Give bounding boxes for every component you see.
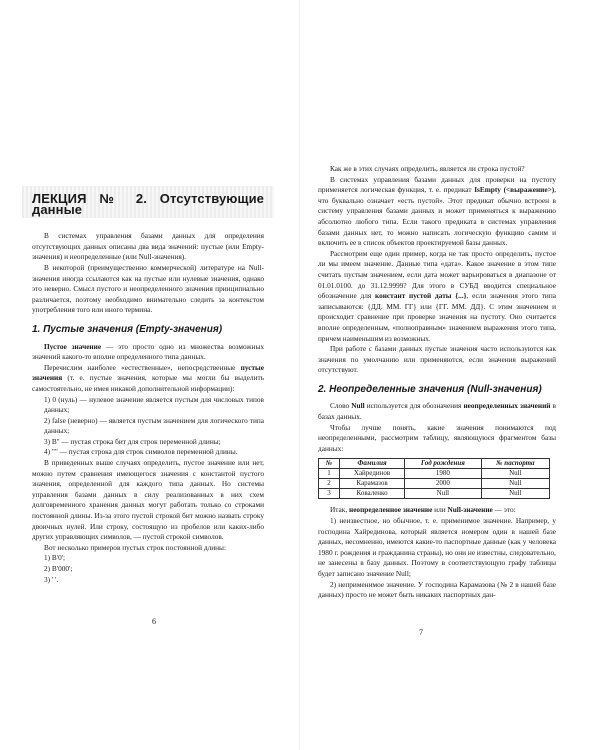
null-text-a: Слово bbox=[330, 401, 352, 411]
table-cell: Null bbox=[481, 469, 549, 479]
example-item: 1) B'0'; bbox=[44, 553, 66, 563]
table-cell: 1980 bbox=[405, 469, 482, 479]
table-cell: 3 bbox=[319, 489, 340, 499]
table-cell: Null bbox=[405, 489, 482, 499]
table-cell: Null bbox=[481, 489, 549, 499]
null-text-c: используется для обозначения bbox=[364, 401, 464, 411]
date-text-c: , если значения этого типа записываются: {ДД. ММ. ГГ} или {ГГ. ММ. ДД}. С этим значением и происходит сравнение при проверке значения на пустоту. Оно считается вполне определенным, «полноправным» значением выражения этого типа, причем наименьшим из возможных. bbox=[318, 291, 556, 343]
definition-text: — это просто одно из множества возможных значений какого-то вполне определенного типа данных. bbox=[32, 341, 264, 362]
isempty-predicate: IsEmpty (<выражение>) bbox=[474, 185, 555, 195]
enum-term: пустые значения bbox=[32, 362, 264, 383]
cases-paragraph: В приведенных выше случаях определить, пустое значение или нет, можно путем сравнения имеющегося значения с константой пустого значения, определенной для каждого типа данных. Но системы управления базами данных в силу реализованных в них схем долговременного хранения данных могут работать только со строками постоянной длины. Из-за этого пустой строкой бит можно назвать строку двоичных нулей. Или строку, состоящую из пробелов или каких-либо других управляющих символов, — пустой строкой символов. bbox=[32, 458, 264, 542]
intro-paragraph-2: В некоторой (преимущественно коммерческой) литературе на Null-значения иногда ссылаются как на пустые или нулевые значения, однако это неверно. Смысл пустого и неопределенного значения принципиально различается, поэтому необходимо внимательно следить за контекстом употребления того или иного термина. bbox=[32, 262, 264, 315]
null-value-term: Null-значение bbox=[447, 505, 493, 515]
column-header: Год рождения bbox=[405, 459, 482, 469]
intro-paragraph-1: В системах управления базами данных для определения отсутствующих данных описаны два вида значений: пустые (или Empty-значения) и неопределенные (или Null-значения). bbox=[32, 231, 264, 262]
null-definition-paragraph bbox=[318, 505, 556, 516]
page-number-left: 6 bbox=[152, 617, 156, 626]
empty-date-constants: констант пустой даты {...} bbox=[374, 291, 467, 301]
table-header-row bbox=[319, 459, 550, 469]
isempty-text-a: В системах управления базами данных для проверки на пустоту применяется логическая функция, т. е. предикат bbox=[318, 174, 556, 195]
definition-term: Пустое значение bbox=[44, 341, 102, 351]
nulldef-text-a: Итак, bbox=[330, 505, 349, 515]
column-header: Фамилия bbox=[340, 459, 405, 469]
inapplicable-value-paragraph: 2) неприменимое значение. У господина Карамазова (№ 2 в нашей базе данных) просто не может быть никаких паспортных дан- bbox=[318, 579, 556, 600]
list-item: 1) 0 (нуль) — нулевое значение является пустым для числовых типов данных; bbox=[44, 394, 264, 415]
nulldef-text-c: или bbox=[432, 505, 448, 515]
examples-intro: Вот несколько примеров пустых строк постоянной длины: bbox=[44, 542, 226, 552]
example-item: 3) ' '. bbox=[44, 574, 59, 584]
table-row bbox=[319, 489, 550, 499]
table-cell: Коваленко bbox=[340, 489, 405, 499]
section-1-heading: 1. Пустые значения (Empty-значения) bbox=[32, 323, 223, 335]
left-page-text bbox=[32, 176, 264, 585]
lecture-title: ЛЕКЦИЯ № 2. Отсутствующие данные bbox=[32, 191, 264, 217]
enum-text-a: Перечислим наиболее «естественные», непосредственные bbox=[44, 362, 241, 372]
date-text-a: Рассмотрим еще один пример, когда не так просто определить, пустое ли мы имеем значение. Данные типа «дата». Какое значение в этом типе считать пустым значением, если дата может варьироваться в диапазоне от 01.01.0100. до 31.12.9999? Для этого в СУБД вводится специальное обозначение для bbox=[318, 248, 556, 301]
table-intro-paragraph: Чтобы лучше понять, какие значения понимаются под неопределенными, рассмотрим таблицу, являющуюся фрагментом базы данных: bbox=[318, 422, 556, 453]
example-item: 2) B'000'; bbox=[44, 564, 73, 573]
table-cell: Карамазов bbox=[340, 479, 405, 489]
isempty-paragraph bbox=[318, 175, 556, 249]
column-header: № паспорта bbox=[481, 459, 549, 469]
null-paragraph bbox=[318, 401, 556, 422]
table-cell: 2000 bbox=[405, 479, 482, 489]
page-number-right: 7 bbox=[419, 628, 423, 637]
list-item: 4) "" — пустая строка для строк символов переменной длины. bbox=[44, 447, 238, 457]
list-item: 2) false (неверно) — является пустым значением для логического типа данных; bbox=[44, 415, 264, 436]
table-cell: Хайрединов bbox=[340, 469, 405, 479]
table-cell: 1 bbox=[319, 469, 340, 479]
table-cell: Null bbox=[481, 479, 549, 489]
undefined-values-term: неопределенных значений bbox=[463, 401, 551, 411]
right-page-text bbox=[318, 164, 556, 601]
enum-text-c: (т. е. пустые значения, которые мы могли бы выделить самостоятельно, не имея никакой дополнительной информации): bbox=[32, 373, 264, 393]
unknown-value-paragraph: 1) неизвестное, но обычное, т. е. применимое значение. Например, у господина Хайрединова, который является номером один в нашей базе данных, несомненно, имеются какие-то паспортные данные (как у человека 1980 г. рождения и гражданина страны), но они не известны, следовательно, не занесены в базу данных. Поэтому в соответствующую графу таблицы будет записано значение Null; bbox=[318, 516, 556, 578]
undefined-value-term: неопределенное значение bbox=[348, 505, 433, 515]
date-paragraph bbox=[318, 249, 556, 344]
nulldef-text-e: — это: bbox=[492, 505, 516, 515]
table-row bbox=[319, 469, 550, 479]
persons-table bbox=[318, 458, 550, 499]
list-item: 3) B'' — пустая строка бит для строк переменной длины; bbox=[44, 436, 221, 446]
section-2-heading: 2. Неопределенные значения (Null-значения) bbox=[318, 383, 542, 395]
null-text-e: в базах данных. bbox=[318, 401, 556, 422]
question-paragraph: Как же в этих случаях определить, является ли строка пустой? bbox=[330, 164, 525, 173]
table-cell: 2 bbox=[319, 479, 340, 489]
definition-paragraph bbox=[32, 342, 264, 363]
table-row bbox=[319, 479, 550, 489]
column-header: № bbox=[319, 459, 340, 469]
null-word: Null bbox=[351, 401, 365, 411]
isempty-text-c: , что буквально означает «есть пустой». Этот предикат обычно встроен в систему управления базами данных и может применяться к выражению абсолютно любого типа. Если такого предиката в системах управления базами данных нет, то можно написать логическую функцию самим и включить ее в список объектов проектируемой базы данных. bbox=[318, 185, 557, 248]
enumeration-paragraph bbox=[32, 363, 264, 395]
default-values-paragraph: При работе с базами данных пустые значения часто используются как значения по умолчанию или применяются, если значения выражений отсутствуют. bbox=[318, 344, 556, 375]
